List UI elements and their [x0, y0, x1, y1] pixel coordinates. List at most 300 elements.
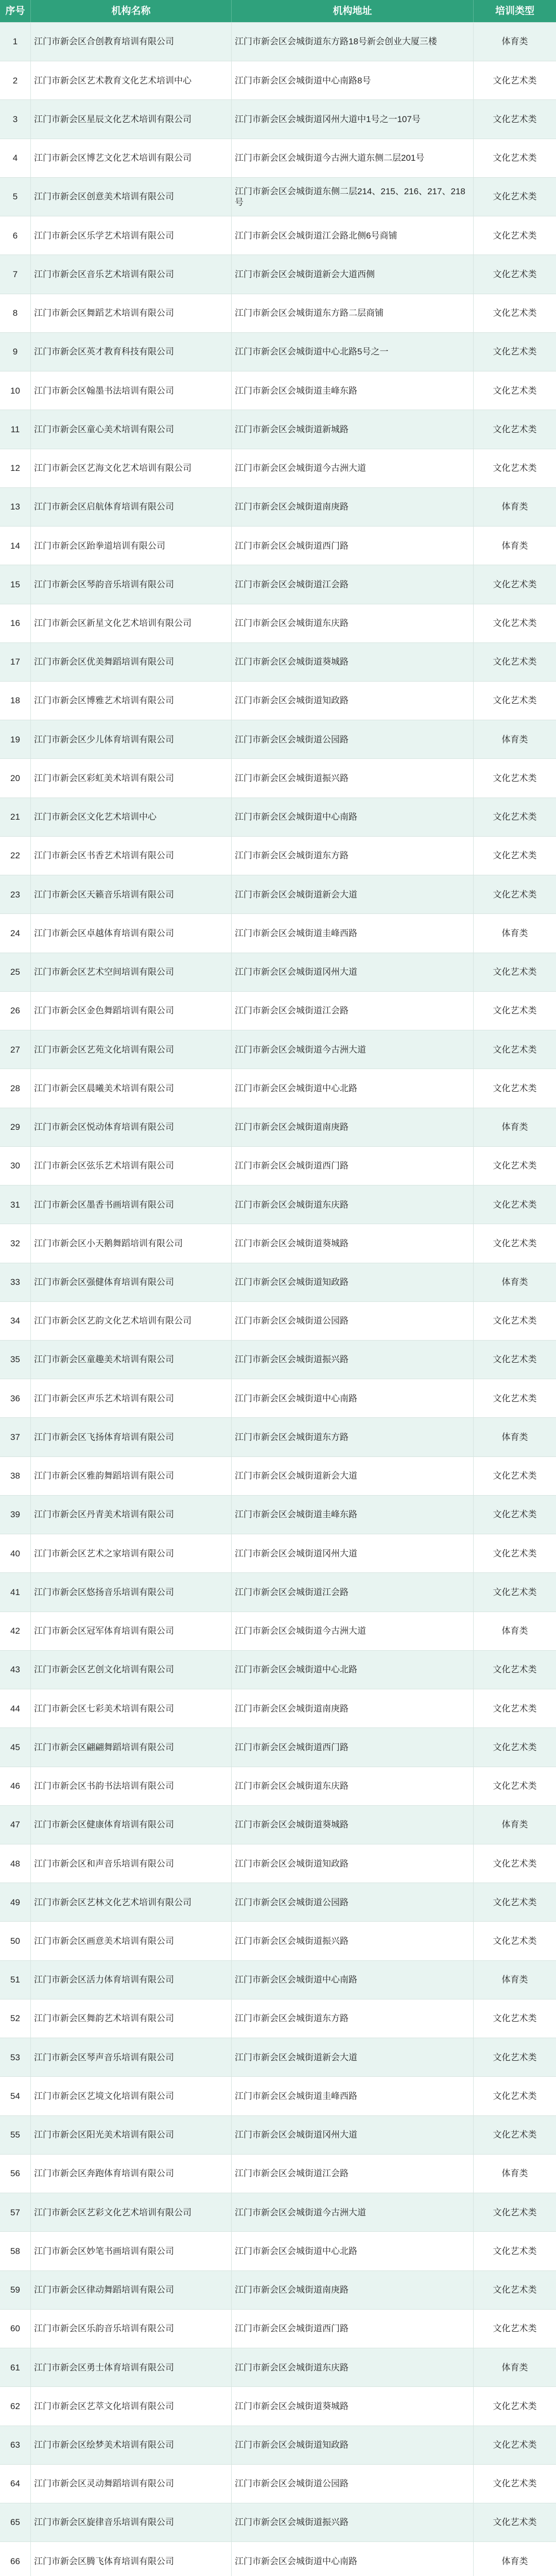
cell-address: 江门市新会区会城街道公园路	[232, 2465, 474, 2503]
cell-no: 26	[0, 992, 31, 1030]
cell-name: 江门市新会区声乐艺术培训有限公司	[31, 1379, 232, 1417]
table-row	[0, 565, 556, 604]
cell-no: 51	[0, 1961, 31, 1999]
cell-type: 体育类	[501, 1432, 528, 1442]
table-row	[0, 604, 556, 643]
cell-address: 江门市新会区会城街道新会大道	[232, 875, 474, 913]
table-row	[0, 410, 556, 449]
cell-no: 22	[0, 837, 31, 875]
table-row	[0, 2155, 556, 2193]
cell-name: 江门市新会区雅韵舞蹈培训有限公司	[31, 1457, 232, 1495]
cell-no: 11	[0, 410, 31, 448]
cell-type: 文化艺术类	[493, 2324, 537, 2334]
cell-address: 江门市新会区会城街道西门路	[232, 527, 474, 565]
cell-type: 文化艺术类	[493, 1781, 537, 1791]
cell-no: 21	[0, 798, 31, 836]
cell-name: 江门市新会区创意美术培训有限公司	[31, 178, 232, 216]
table-header-row	[0, 0, 556, 23]
cell-type: 文化艺术类	[493, 230, 537, 241]
table-row	[0, 2426, 556, 2465]
cell-name: 江门市新会区彩虹美术培训有限公司	[31, 759, 232, 797]
cell-address: 江门市新会区会城街道东方路	[232, 837, 474, 875]
cell-address: 江门市新会区会城街道今古洲大道	[232, 1612, 474, 1650]
cell-address: 江门市新会区会城街道江会路	[232, 565, 474, 603]
cell-no: 66	[0, 2542, 31, 2576]
cell-address: 江门市新会区会城街道东方路18号新会创业大厦三楼	[232, 23, 474, 61]
cell-no: 55	[0, 2116, 31, 2154]
cell-type: 文化艺术类	[493, 2130, 537, 2140]
cell-no: 8	[0, 294, 31, 332]
cell-address: 江门市新会区会城街道今古洲大道	[232, 449, 474, 487]
cell-name: 江门市新会区艺术教育文化艺术培训中心	[31, 61, 232, 99]
table-row	[0, 1418, 556, 1456]
cell-name: 江门市新会区艺苑文化培训有限公司	[31, 1030, 232, 1069]
cell-type: 体育类	[501, 1975, 528, 1985]
cell-address: 江门市新会区会城街道中心南路	[232, 1379, 474, 1417]
table-row	[0, 1302, 556, 1341]
cell-no: 14	[0, 527, 31, 565]
cell-no: 37	[0, 1418, 31, 1456]
table-row	[0, 837, 556, 875]
table-row	[0, 2542, 556, 2576]
cell-address: 江门市新会区会城街道东方路	[232, 1418, 474, 1456]
cell-address: 江门市新会区会城街道圭峰西路	[232, 914, 474, 952]
cell-type: 文化艺术类	[493, 1083, 537, 1093]
cell-address: 江门市新会区会城街道葵城路	[232, 1224, 474, 1262]
cell-address: 江门市新会区会城街道新会大道西侧	[232, 255, 474, 293]
table-row	[0, 875, 556, 914]
table-row	[0, 2232, 556, 2270]
cell-no: 63	[0, 2426, 31, 2464]
cell-no: 43	[0, 1651, 31, 1689]
cell-name: 江门市新会区健康体育培训有限公司	[31, 1806, 232, 1844]
cell-name: 江门市新会区律动舞蹈培训有限公司	[31, 2271, 232, 2309]
cell-address: 江门市新会区会城街道振兴路	[232, 2503, 474, 2541]
cell-address: 江门市新会区会城街道葵城路	[232, 2387, 474, 2425]
cell-address: 江门市新会区会城街道西门路	[232, 1728, 474, 1766]
table-row	[0, 1728, 556, 1767]
table-row	[0, 2387, 556, 2426]
cell-address: 江门市新会区会城街道公园路	[232, 720, 474, 758]
cell-address: 江门市新会区会城街道知政路	[232, 1263, 474, 1301]
cell-no: 34	[0, 1302, 31, 1340]
cell-name: 江门市新会区艺彩文化艺术培训有限公司	[31, 2193, 232, 2231]
cell-type: 文化艺术类	[493, 2207, 537, 2217]
cell-address: 江门市新会区会城街道葵城路	[232, 643, 474, 681]
cell-address: 江门市新会区会城街道东庆路	[232, 2348, 474, 2386]
cell-type: 文化艺术类	[493, 967, 537, 977]
cell-type: 文化艺术类	[493, 1238, 537, 1248]
cell-no: 7	[0, 255, 31, 293]
cell-no: 28	[0, 1069, 31, 1107]
cell-type: 文化艺术类	[493, 269, 537, 279]
cell-address: 江门市新会区会城街道冈州大道	[232, 953, 474, 991]
cell-type: 文化艺术类	[493, 463, 537, 473]
cell-name: 江门市新会区优美舞蹈培训有限公司	[31, 643, 232, 681]
cell-type: 文化艺术类	[493, 1587, 537, 1597]
cell-type: 文化艺术类	[493, 1742, 537, 1752]
cell-no: 42	[0, 1612, 31, 1650]
cell-no: 18	[0, 682, 31, 720]
table-row	[0, 139, 556, 178]
cell-address: 江门市新会区会城街道西门路	[232, 2310, 474, 2348]
cell-address: 江门市新会区会城街道公园路	[232, 1302, 474, 1340]
table-body	[0, 23, 556, 2576]
cell-name: 江门市新会区博艺文化艺术培训有限公司	[31, 139, 232, 177]
cell-no: 39	[0, 1496, 31, 1534]
cell-address: 江门市新会区会城街道今古洲大道	[232, 2193, 474, 2231]
cell-type: 文化艺术类	[493, 2285, 537, 2295]
cell-address: 江门市新会区会城街道知政路	[232, 1844, 474, 1883]
cell-address: 江门市新会区会城街道中心南路	[232, 1961, 474, 1999]
cell-address: 江门市新会区会城街道东庆路	[232, 604, 474, 642]
cell-no: 46	[0, 1767, 31, 1805]
table-row	[0, 992, 556, 1030]
cell-no: 31	[0, 1185, 31, 1224]
cell-address: 江门市新会区会城街道江会路	[232, 2155, 474, 2193]
cell-name: 江门市新会区文化艺术培训中心	[31, 798, 232, 836]
cell-type: 文化艺术类	[493, 2479, 537, 2489]
cell-no: 29	[0, 1108, 31, 1146]
cell-no: 5	[0, 178, 31, 216]
cell-name: 江门市新会区舞蹈艺术培训有限公司	[31, 294, 232, 332]
cell-name: 江门市新会区翩翩舞蹈培训有限公司	[31, 1728, 232, 1766]
table-row	[0, 2116, 556, 2155]
cell-type: 体育类	[501, 1820, 528, 1830]
table-row	[0, 1844, 556, 1883]
cell-name: 江门市新会区旋律音乐培训有限公司	[31, 2503, 232, 2541]
header-no: 序号	[0, 0, 31, 22]
cell-address: 江门市新会区会城街道东方路二层商铺	[232, 294, 474, 332]
table-row	[0, 2503, 556, 2542]
cell-no: 10	[0, 371, 31, 410]
cell-name: 江门市新会区悦动体育培训有限公司	[31, 1108, 232, 1146]
cell-address: 江门市新会区会城街道东庆路	[232, 1185, 474, 1224]
cell-name: 江门市新会区腾飞体育培训有限公司	[31, 2542, 232, 2576]
table-row	[0, 1379, 556, 1418]
cell-name: 江门市新会区丹青美术培训有限公司	[31, 1496, 232, 1534]
cell-type: 体育类	[501, 2362, 528, 2372]
cell-type: 文化艺术类	[493, 75, 537, 86]
cell-no: 56	[0, 2155, 31, 2193]
table-row	[0, 1263, 556, 1302]
cell-type: 体育类	[501, 1277, 528, 1287]
table-row	[0, 1767, 556, 1806]
cell-address: 江门市新会区会城街道西门路	[232, 1147, 474, 1185]
cell-type: 文化艺术类	[493, 579, 537, 589]
header-address: 机构地址	[232, 0, 474, 22]
table-row	[0, 2310, 556, 2348]
cell-no: 23	[0, 875, 31, 913]
cell-name: 江门市新会区英才教育科技有限公司	[31, 333, 232, 371]
cell-name: 江门市新会区阳光美术培训有限公司	[31, 2116, 232, 2154]
cell-no: 32	[0, 1224, 31, 1262]
table-row	[0, 333, 556, 371]
cell-no: 44	[0, 1689, 31, 1727]
cell-name: 江门市新会区琴声音乐培训有限公司	[31, 2038, 232, 2076]
cell-address: 江门市新会区会城街道江会路	[232, 1573, 474, 1611]
cell-address: 江门市新会区会城街道新会大道	[232, 1457, 474, 1495]
table-row	[0, 23, 556, 61]
cell-no: 1	[0, 23, 31, 61]
cell-name: 江门市新会区七彩美术培训有限公司	[31, 1689, 232, 1727]
cell-name: 江门市新会区少儿体育培训有限公司	[31, 720, 232, 758]
table-row	[0, 953, 556, 992]
table-row	[0, 759, 556, 798]
cell-no: 30	[0, 1147, 31, 1185]
cell-type: 文化艺术类	[493, 1199, 537, 1210]
cell-no: 35	[0, 1341, 31, 1379]
cell-no: 2	[0, 61, 31, 99]
cell-address: 江门市新会区会城街道南庚路	[232, 2271, 474, 2309]
cell-no: 45	[0, 1728, 31, 1766]
cell-address: 江门市新会区会城街道东方路	[232, 1999, 474, 2038]
cell-address: 江门市新会区会城街道中心北路	[232, 1651, 474, 1689]
cell-type: 文化艺术类	[493, 1936, 537, 1946]
cell-name: 江门市新会区弦乐艺术培训有限公司	[31, 1147, 232, 1185]
table-row	[0, 1108, 556, 1147]
cell-address: 江门市新会区会城街道新城路	[232, 410, 474, 448]
cell-name: 江门市新会区妙笔书画培训有限公司	[31, 2232, 232, 2270]
table-row	[0, 2465, 556, 2503]
cell-no: 25	[0, 953, 31, 991]
table-row	[0, 1612, 556, 1651]
cell-type: 文化艺术类	[493, 1548, 537, 1558]
table-row	[0, 682, 556, 720]
cell-address: 江门市新会区会城街道知政路	[232, 682, 474, 720]
cell-type: 文化艺术类	[493, 424, 537, 434]
table-row	[0, 914, 556, 953]
cell-address: 江门市新会区会城街道中心南路	[232, 2542, 474, 2576]
cell-type: 文化艺术类	[493, 1897, 537, 1907]
cell-type: 文化艺术类	[493, 1006, 537, 1016]
cell-address: 江门市新会区会城街道江会路	[232, 992, 474, 1030]
cell-address: 江门市新会区会城街道南庚路	[232, 488, 474, 526]
cell-type: 文化艺术类	[493, 1354, 537, 1365]
cell-no: 64	[0, 2465, 31, 2503]
cell-address: 江门市新会区会城街道振兴路	[232, 1922, 474, 1960]
cell-type: 文化艺术类	[493, 385, 537, 396]
cell-type: 文化艺术类	[493, 2517, 537, 2528]
cell-name: 江门市新会区和声音乐培训有限公司	[31, 1844, 232, 1883]
cell-address: 江门市新会区会城街道冈州大道中1号之一107号	[232, 100, 474, 138]
cell-address: 江门市新会区会城街道圭峰东路	[232, 371, 474, 410]
cell-name: 江门市新会区画意美术培训有限公司	[31, 1922, 232, 1960]
cell-name: 江门市新会区乐韵音乐培训有限公司	[31, 2310, 232, 2348]
cell-name: 江门市新会区乐学艺术培训有限公司	[31, 216, 232, 255]
cell-type: 文化艺术类	[493, 889, 537, 900]
cell-no: 27	[0, 1030, 31, 1069]
cell-type: 体育类	[501, 1122, 528, 1132]
cell-name: 江门市新会区墨香书画培训有限公司	[31, 1185, 232, 1224]
cell-no: 17	[0, 643, 31, 681]
cell-no: 49	[0, 1883, 31, 1921]
cell-type: 文化艺术类	[493, 1703, 537, 1714]
cell-no: 58	[0, 2232, 31, 2270]
table-row	[0, 216, 556, 255]
cell-type: 文化艺术类	[493, 2091, 537, 2101]
cell-name: 江门市新会区艺萃文化培训有限公司	[31, 2387, 232, 2425]
table-row	[0, 527, 556, 565]
table-row	[0, 2077, 556, 2115]
cell-no: 47	[0, 1806, 31, 1844]
table-row	[0, 1806, 556, 1844]
cell-name: 江门市新会区博雅艺术培训有限公司	[31, 682, 232, 720]
table-row	[0, 1651, 556, 1689]
cell-no: 59	[0, 2271, 31, 2309]
cell-type: 体育类	[501, 734, 528, 744]
cell-name: 江门市新会区合创教育培训有限公司	[31, 23, 232, 61]
cell-type: 文化艺术类	[493, 308, 537, 318]
cell-name: 江门市新会区童心美术培训有限公司	[31, 410, 232, 448]
table-row	[0, 2193, 556, 2232]
cell-type: 文化艺术类	[493, 696, 537, 706]
cell-name: 江门市新会区书韵书法培训有限公司	[31, 1767, 232, 1805]
cell-type: 体育类	[501, 2556, 528, 2566]
cell-name: 江门市新会区勇士体育培训有限公司	[31, 2348, 232, 2386]
cell-name: 江门市新会区启航体育培训有限公司	[31, 488, 232, 526]
cell-type: 文化艺术类	[493, 1316, 537, 1326]
cell-address: 江门市新会区会城街道今古洲大道	[232, 1030, 474, 1069]
table-row	[0, 2038, 556, 2077]
cell-address: 江门市新会区会城街道中心北路	[232, 2232, 474, 2270]
table-row	[0, 1069, 556, 1108]
cell-no: 52	[0, 1999, 31, 2038]
cell-name: 江门市新会区艺术之家培训有限公司	[31, 1534, 232, 1572]
table-row	[0, 1496, 556, 1534]
cell-address: 江门市新会区会城街道公园路	[232, 1883, 474, 1921]
cell-address: 江门市新会区会城街道冈州大道	[232, 1534, 474, 1572]
cell-no: 24	[0, 914, 31, 952]
cell-address: 江门市新会区会城街道东侧二层214、215、216、217、218号	[232, 178, 474, 216]
cell-type: 体育类	[501, 928, 528, 938]
table-row	[0, 643, 556, 682]
cell-no: 54	[0, 2077, 31, 2115]
table-row	[0, 1999, 556, 2038]
table-row	[0, 1341, 556, 1379]
cell-name: 江门市新会区音乐艺术培训有限公司	[31, 255, 232, 293]
table-row	[0, 2348, 556, 2387]
cell-type: 文化艺术类	[493, 192, 537, 202]
table-row	[0, 1534, 556, 1573]
cell-type: 文化艺术类	[493, 773, 537, 783]
cell-address: 江门市新会区会城街道振兴路	[232, 759, 474, 797]
cell-no: 9	[0, 333, 31, 371]
cell-no: 20	[0, 759, 31, 797]
cell-no: 50	[0, 1922, 31, 1960]
cell-type: 文化艺术类	[493, 657, 537, 667]
header-name: 机构名称	[31, 0, 232, 22]
cell-name: 江门市新会区卓越体育培训有限公司	[31, 914, 232, 952]
cell-type: 文化艺术类	[493, 1858, 537, 1869]
cell-name: 江门市新会区星辰文化艺术培训有限公司	[31, 100, 232, 138]
cell-no: 19	[0, 720, 31, 758]
cell-name: 江门市新会区天籁音乐培训有限公司	[31, 875, 232, 913]
table-row	[0, 1922, 556, 1960]
table-row	[0, 449, 556, 488]
table-row	[0, 100, 556, 139]
cell-address: 江门市新会区会城街道南庚路	[232, 1689, 474, 1727]
cell-address: 江门市新会区会城街道冈州大道	[232, 2116, 474, 2154]
cell-no: 53	[0, 2038, 31, 2076]
cell-name: 江门市新会区悠扬音乐培训有限公司	[31, 1573, 232, 1611]
cell-no: 41	[0, 1573, 31, 1611]
cell-type: 体育类	[501, 502, 528, 512]
cell-no: 65	[0, 2503, 31, 2541]
table-row	[0, 61, 556, 100]
cell-type: 文化艺术类	[493, 1665, 537, 1675]
cell-type: 体育类	[501, 1626, 528, 1636]
cell-address: 江门市新会区会城街道知政路	[232, 2426, 474, 2464]
table-row	[0, 294, 556, 333]
cell-address: 江门市新会区会城街道中心北路5号之一	[232, 333, 474, 371]
cell-type: 体育类	[501, 2168, 528, 2179]
cell-name: 江门市新会区艺术空间培训有限公司	[31, 953, 232, 991]
cell-name: 江门市新会区绘梦美术培训有限公司	[31, 2426, 232, 2464]
cell-no: 6	[0, 216, 31, 255]
cell-name: 江门市新会区活力体育培训有限公司	[31, 1961, 232, 1999]
cell-address: 江门市新会区会城街道葵城路	[232, 1806, 474, 1844]
cell-type: 文化艺术类	[493, 2401, 537, 2411]
cell-address: 江门市新会区会城街道中心北路	[232, 1069, 474, 1107]
cell-type: 文化艺术类	[493, 1161, 537, 1171]
cell-address: 江门市新会区会城街道今古洲大道东侧二层201号	[232, 139, 474, 177]
cell-address: 江门市新会区会城街道中心南路8号	[232, 61, 474, 99]
cell-no: 3	[0, 100, 31, 138]
cell-type: 体育类	[501, 37, 528, 47]
cell-type: 文化艺术类	[493, 153, 537, 163]
cell-address: 江门市新会区会城街道新会大道	[232, 2038, 474, 2076]
cell-no: 13	[0, 488, 31, 526]
cell-no: 62	[0, 2387, 31, 2425]
cell-type: 文化艺术类	[493, 851, 537, 861]
cell-name: 江门市新会区晨曦美术培训有限公司	[31, 1069, 232, 1107]
table-row	[0, 1457, 556, 1496]
cell-no: 57	[0, 2193, 31, 2231]
cell-name: 江门市新会区童趣美术培训有限公司	[31, 1341, 232, 1379]
cell-no: 36	[0, 1379, 31, 1417]
cell-no: 12	[0, 449, 31, 487]
table-row	[0, 720, 556, 759]
cell-name: 江门市新会区跆拳道培训有限公司	[31, 527, 232, 565]
cell-type: 文化艺术类	[493, 1471, 537, 1481]
cell-type: 文化艺术类	[493, 812, 537, 822]
cell-name: 江门市新会区飞扬体育培训有限公司	[31, 1418, 232, 1456]
table-row	[0, 1689, 556, 1728]
table-row	[0, 255, 556, 294]
table-row	[0, 1961, 556, 1999]
cell-name: 江门市新会区金色舞蹈培训有限公司	[31, 992, 232, 1030]
cell-type: 文化艺术类	[493, 347, 537, 357]
cell-type: 文化艺术类	[493, 2052, 537, 2062]
cell-type: 体育类	[501, 540, 528, 551]
table-row	[0, 1030, 556, 1069]
cell-no: 16	[0, 604, 31, 642]
cell-name: 江门市新会区强健体育培训有限公司	[31, 1263, 232, 1301]
cell-type: 文化艺术类	[493, 1044, 537, 1055]
cell-name: 江门市新会区艺林文化艺术培训有限公司	[31, 1883, 232, 1921]
cell-name: 江门市新会区小天鹅舞蹈培训有限公司	[31, 1224, 232, 1262]
table-row	[0, 1147, 556, 1185]
cell-no: 38	[0, 1457, 31, 1495]
cell-address: 江门市新会区会城街道东庆路	[232, 1767, 474, 1805]
table-row	[0, 178, 556, 216]
cell-name: 江门市新会区新星文化艺术培训有限公司	[31, 604, 232, 642]
cell-type: 文化艺术类	[493, 618, 537, 628]
cell-name: 江门市新会区翰墨书法培训有限公司	[31, 371, 232, 410]
cell-address: 江门市新会区会城街道江会路北侧6号商铺	[232, 216, 474, 255]
table-row	[0, 798, 556, 837]
